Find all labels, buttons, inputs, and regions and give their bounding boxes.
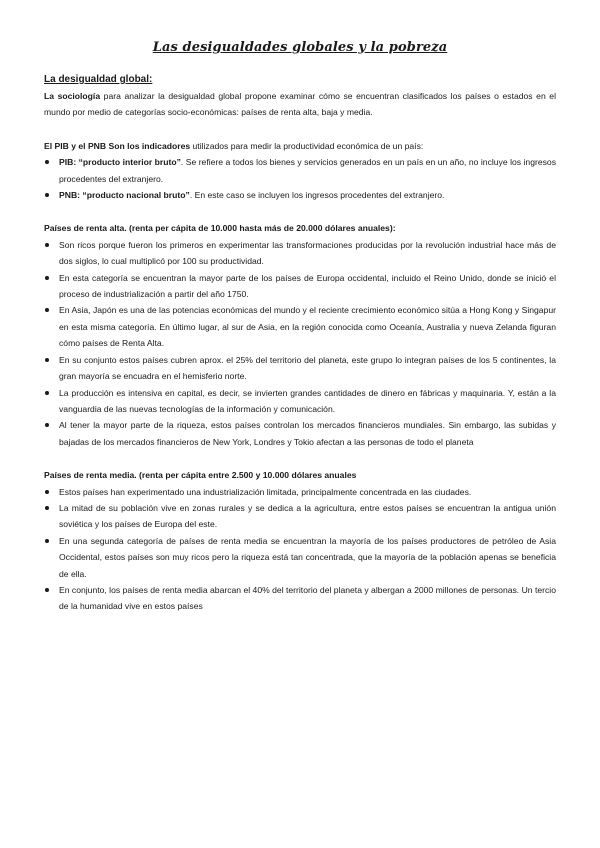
intro-bold: La sociología bbox=[44, 91, 101, 101]
list-item: Al tener la mayor parte de la riqueza, estos países controlan los mercados financieros mundiales. Sin embargo, las subidas y bajadas de los mercados financieros de New York, Londres y Tokio afectan a las personas de todo el planeta bbox=[44, 417, 556, 450]
list-item-text: . Se refiere a todos los bienes y servicios generados en un país en un año, no incluye los ingresos procedentes del extranjero. bbox=[59, 157, 556, 184]
list-item: En conjunto, los países de renta media abarcan el 40% del territorio del planeta y albergan a 2000 millones de personas. Un tercio de la humanidad vive en estos países bbox=[44, 582, 556, 615]
list-item: La mitad de su población vive en zonas rurales y se dedica a la agricultura, entre estos países se encuentran la antigua unión soviética y los países de Europa del este. bbox=[44, 500, 556, 533]
indicators-lead-bold: El PIB y el PNB Son los indicadores bbox=[44, 140, 191, 151]
list-item bbox=[44, 187, 556, 203]
list-item: En Asia, Japón es una de las potencias económicas del mundo y el reciente crecimiento económico sitúa a Hong Kong y Singapur en esta misma categoría. En último lugar, al sur de Asia, en la región conocida como Oceanía, Australia y nueva Zelanda figuran cómo países de Renta Alta. bbox=[44, 302, 556, 351]
middle-income-list bbox=[44, 484, 556, 615]
indicators-lead bbox=[44, 138, 556, 154]
list-item: Estos países han experimentado una industrialización limitada, principalmente concentrada en las ciudades. bbox=[44, 484, 556, 500]
intro-text: para analizar la desigualdad global propone examinar cómo se encuentran clasificados los países o estados en el mundo por medio de categorías socio-económicas: países de renta alta, baja y media. bbox=[44, 91, 556, 118]
list-item: La producción es intensiva en capital, es decir, se invierten grandes cantidades de dinero en fábricas y maquinaria. Y, están a la vanguardia de las nuevas tecnologías de la información y comunicación. bbox=[44, 385, 556, 418]
document-body bbox=[44, 72, 556, 615]
high-income-list bbox=[44, 237, 556, 450]
list-item: En una segunda categoría de países de renta media se encuentran la mayoría de los países productores de petróleo de Asia Occidental, estos países son muy ricos pero la riqueza está tan concentrada, que la mayoría de la población apenas se beneficia de ella. bbox=[44, 533, 556, 582]
list-item bbox=[44, 154, 556, 187]
section-heading-global-inequality: La desigualdad global: bbox=[44, 74, 153, 85]
list-item: Son ricos porque fueron los primeros en experimentar las transformaciones producidas por la revolución industrial hace más de dos siglos, lo cual multiplicó por 100 su productividad. bbox=[44, 237, 556, 270]
section-heading-middle-income: Países de renta media. (renta per cápita entre 2.500 y 10.000 dólares anuales bbox=[44, 470, 357, 481]
list-item: En su conjunto estos países cubren aprox. el 25% del territorio del planeta, este grupo lo integran países de los 5 continentes, la gran mayoría se encuadra en el hemisferio norte. bbox=[44, 352, 556, 385]
list-item-bold: PNB: “producto nacional bruto” bbox=[59, 190, 190, 201]
list-item-bold: PIB: “producto interior bruto” bbox=[59, 157, 181, 168]
list-item: En esta categoría se encuentran la mayor parte de los países de Europa occidental, incluido el Reino Unido, donde se inició el proceso de industrialización a partir del año 1750. bbox=[44, 270, 556, 303]
page-title: Las desigualdades globales y la pobreza bbox=[152, 40, 448, 55]
section-heading-high-income: Países de renta alta. (renta per cápita de 10.000 hasta más de 20.000 dólares anuales): bbox=[44, 223, 396, 234]
indicators-lead-text: utilizados para medir la productividad económica de un país: bbox=[190, 140, 424, 151]
intro-paragraph bbox=[44, 88, 556, 121]
indicators-list bbox=[44, 154, 556, 203]
list-item-text: . En este caso se incluyen los ingresos procedentes del extranjero. bbox=[189, 190, 445, 201]
